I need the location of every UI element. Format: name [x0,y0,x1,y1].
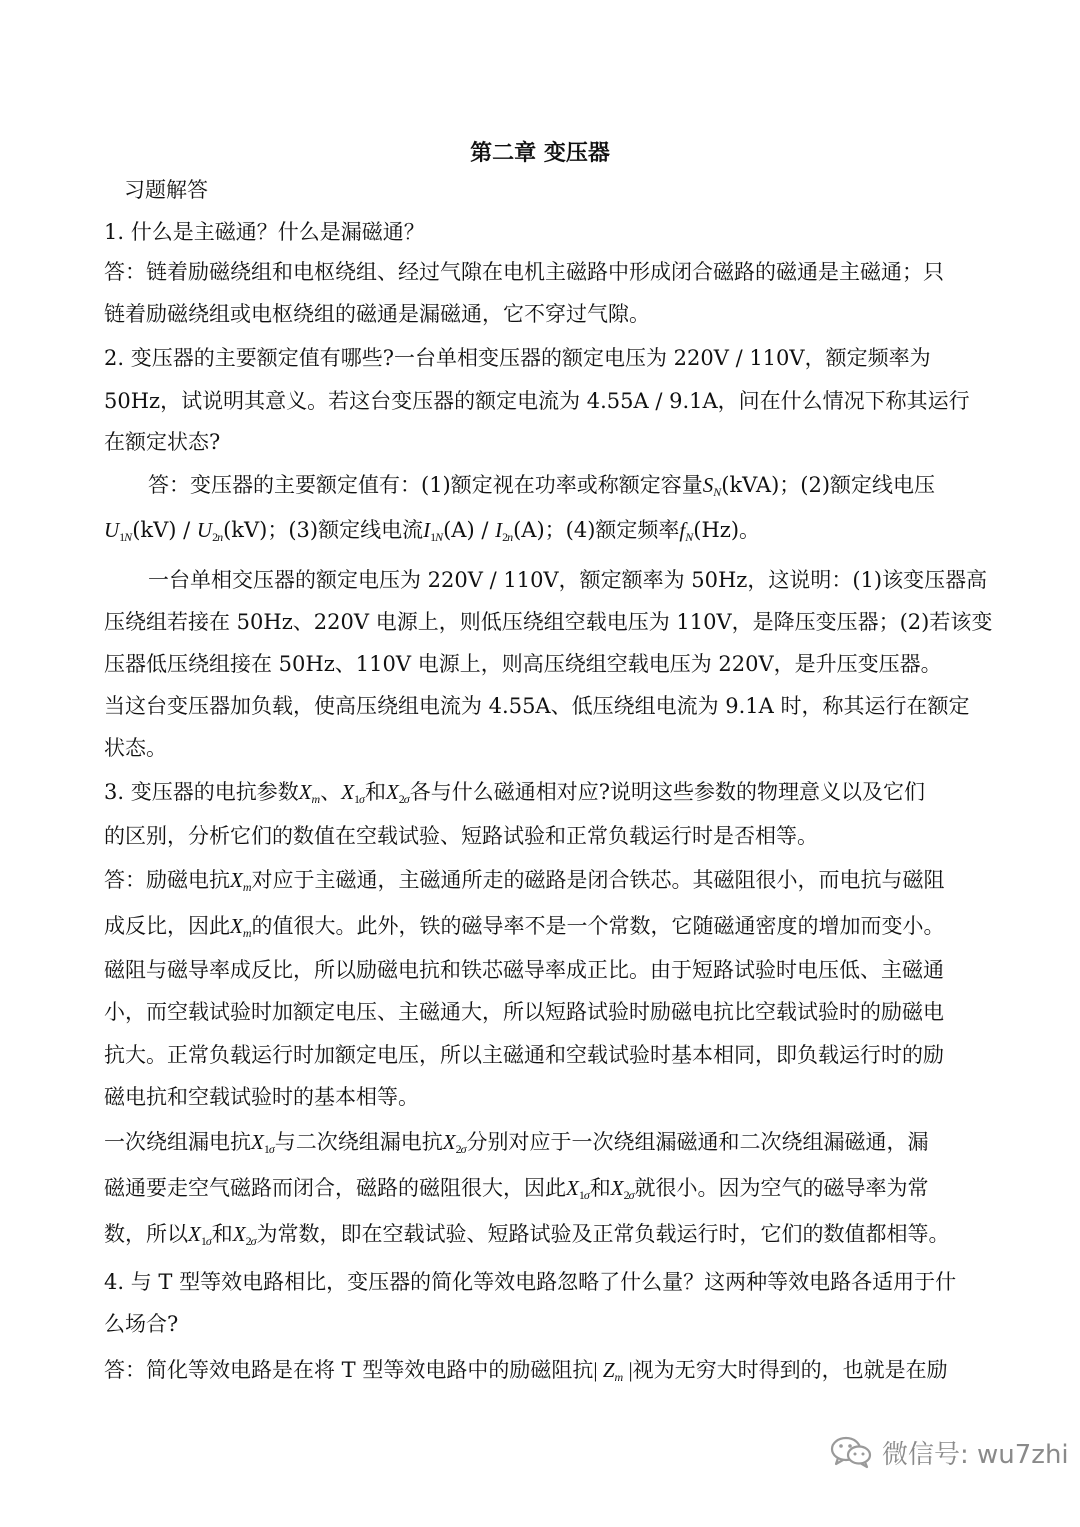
formula-x1s-3: $X_{1\sigma}$ [566,1176,590,1202]
answer-2-line-5: 压器低压绕组接在 50Hz、110V 电源上，则高压绕组空载电压为 220V，是升压变压器。 [104,652,942,676]
answer-3-text-g: 分别对应于一次绕组漏磁通和二次绕组漏磁通，漏 [466,1130,929,1154]
answer-3-text-k: 数，所以 [104,1222,188,1246]
formula-xm: $X_m$ [298,780,321,806]
answer-1-line-2: 链着励磁绕组或电枢绕组的磁通是漏磁通，它不穿过气隙。 [104,302,650,326]
answer-3-text-d: 的值很大。此外，铁的磁导率不是一个常数，它随磁通密度的增加而变小。 [251,914,945,938]
answer-3-text-i: 和 [589,1176,611,1200]
answer-3-text-m: 为常数，即在空载试验、短路试验及正常负载运行时，它们的数值都相等。 [256,1222,950,1246]
question-3-text-d: 各与什么磁通相对应?说明这些参数的物理意义以及它们 [409,780,925,804]
formula-fn: $f_N$ [679,518,694,544]
formula-x1s: $X_{1\sigma}$ [341,780,365,806]
answer-2-text-c: (kV) / [132,518,197,542]
formula-x2s-4: $X_{2\sigma}$ [232,1222,257,1248]
answer-3-line-2 [104,912,945,947]
formula-u2n: $U_{2n}$ [196,518,224,544]
answer-2-line-7: 状态。 [104,736,167,760]
answer-2-line-1 [148,471,935,506]
formula-x2s: $X_{2\sigma}$ [385,780,410,806]
answer-3-line-3: 磁阻与磁导率成反比，所以励磁电抗和铁芯磁导率成正比。由于短路试验时电压低、主磁通 [104,958,944,982]
question-3-text-c: 和 [364,780,386,804]
answer-4-text-a: 答：简化等效电路是在将 T 型等效电路中的励磁阻抗 [104,1358,594,1382]
answer-2-line-6: 当这台变压器加负载，使高压绕组电流为 4.55A、低压绕组电流为 9.1A 时，称其运行在额定 [104,694,970,718]
chapter-title: 第二章 变压器 [470,140,610,166]
answer-3-text-c: 成反比，因此 [104,914,230,938]
answer-3-line-5: 抗大。正常负载运行时加额定电压，所以主磁通和空载试验时基本相同，即负载运行时的励 [104,1043,944,1067]
formula-i2n: $I_{2n}$ [495,518,514,544]
formula-zm: | $Z_m$ | [593,1358,633,1384]
answer-2-text-e: (A) / [443,518,496,542]
watermark [830,1432,1069,1472]
formula-xm-3: $X_m$ [230,914,252,940]
section-heading: 习题解答 [124,178,208,202]
question-1: 1. 什么是主磁通？什么是漏磁通？ [104,220,425,244]
answer-2-text-d: (kV)；(3)额定线电流 [223,518,424,542]
question-2-line-3: 在额定状态? [104,430,221,454]
answer-2-line-3: 一台单相交压器的额定电压为 220V / 110V，额定额率为 50Hz，这说明：(1)该变压器高 [148,568,988,592]
answer-3-text-f: 与二次绕组漏电抗 [274,1130,443,1154]
formula-sn: $S_N$ [702,473,722,499]
answer-2-text-g: (Hz)。 [693,518,761,542]
answer-3-line-4: 小，而空载试验时加额定电压、主磁通大，所以短路试验时励磁电抗比空载试验时的励磁电 [104,1000,944,1024]
formula-u1n: $U_{1N}$ [104,518,133,544]
answer-2-text-f: (A)；(4)额定频率 [513,518,680,542]
answer-3-line-9 [104,1220,950,1255]
answer-3-text-a: 答：励磁电抗 [104,868,230,892]
answer-4-line-1 [104,1356,948,1391]
formula-i1n: $I_{1N}$ [423,518,444,544]
answer-3-text-j: 就很小。因为空气的磁导率为常 [634,1176,929,1200]
question-3-line-2: 的区别，分析它们的数值在空载试验、短路试验和正常负载运行时是否相等。 [104,824,818,848]
answer-2-line-4: 压绕组若接在 50Hz、220V 电源上，则低压绕组空载电压为 110V，是降压变压器；(2)若该变 [104,610,993,634]
answer-3-line-7 [104,1128,929,1163]
answer-3-line-1 [104,866,945,901]
question-3-text-a: 3. 变压器的电抗参数 [104,780,299,804]
answer-2-line-2 [104,516,760,551]
formula-x1s-4: $X_{1\sigma}$ [188,1222,212,1248]
formula-x2s-3: $X_{2\sigma}$ [610,1176,635,1202]
question-2-line-2: 50Hz，试说明其意义。若这台变压器的额定电流为 4.55A / 9.1A，问在什么情况下称其运行 [104,389,970,413]
answer-1-line-1: 答：链着励磁绕组和电枢绕组、经过气隙在电机主磁路中形成闭合磁路的磁通是主磁通；只 [104,260,944,284]
answer-3-line-8 [104,1174,929,1209]
wechat-icon [830,1434,874,1470]
answer-2-text-b: (kVA)；(2)额定线电压 [721,473,936,497]
answer-3-text-e: 一次绕组漏电抗 [104,1130,251,1154]
watermark-text: 微信号: wu7zhi [882,1439,1069,1470]
question-4-line-1: 4. 与 T 型等效电路相比，变压器的简化等效电路忽略了什么量？这两种等效电路各适用于什 [104,1270,957,1294]
answer-3-text-l: 和 [211,1222,233,1246]
question-3-text-b: 、 [320,780,342,804]
answer-3-text-b: 对应于主磁通，主磁通所走的磁路是闭合铁芯。其磁阻很小，而电抗与磁阻 [251,868,945,892]
formula-x2s-2: $X_{2\sigma}$ [442,1130,467,1156]
answer-4-text-b: 视为无穷大时得到的，也就是在励 [632,1358,948,1382]
formula-x1s-2: $X_{1\sigma}$ [251,1130,275,1156]
question-4-line-2: 么场合? [104,1312,179,1336]
question-2-line-1: 2. 变压器的主要额定值有哪些?一台单相变压器的额定电压为 220V / 110V，额定频率为 [104,346,931,370]
formula-xm-2: $X_m$ [230,868,252,894]
answer-3-text-h: 磁通要走空气磁路而闭合，磁路的磁阻很大，因此 [104,1176,566,1200]
answer-3-line-6: 磁电抗和空载试验时的基本相等。 [104,1085,419,1109]
question-3-line-1 [104,778,925,813]
answer-2-text-a: 答：变压器的主要额定值有：(1)额定视在功率或称额定容量 [148,473,703,497]
